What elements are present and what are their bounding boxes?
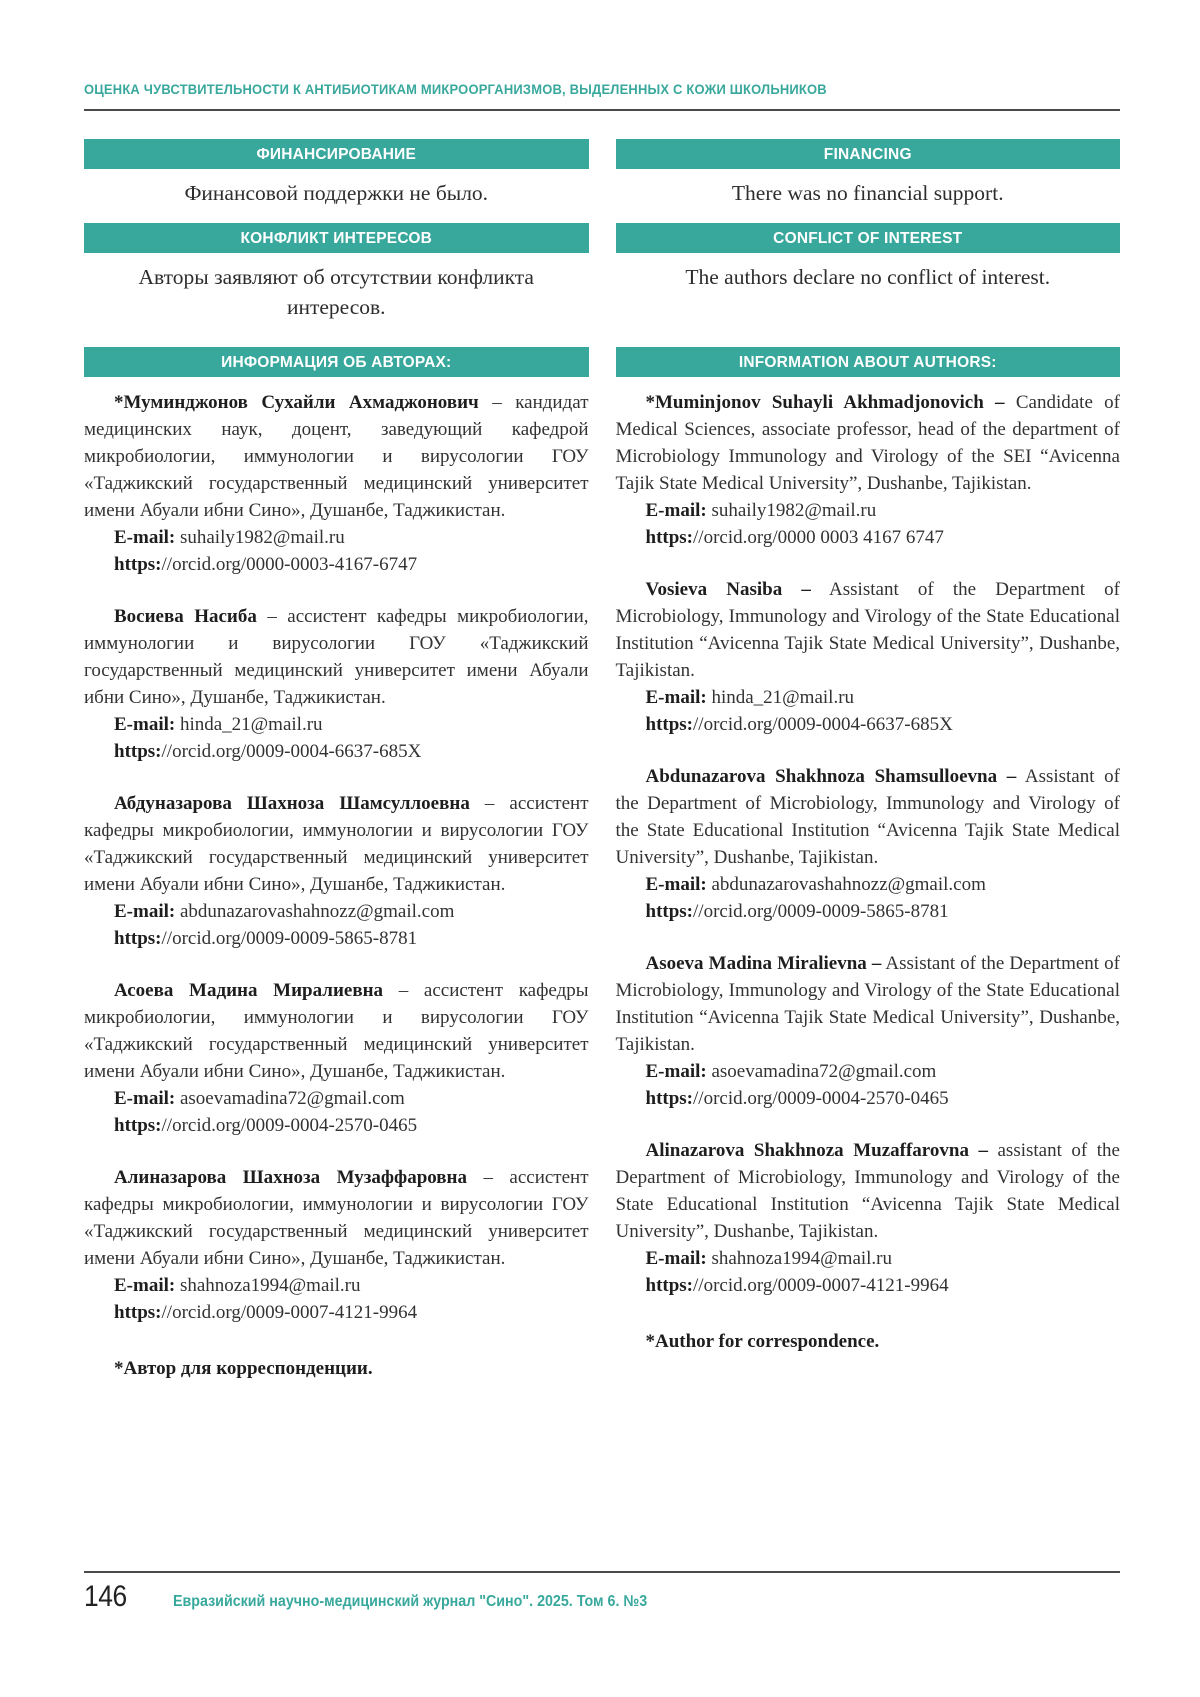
orcid-prefix: https: (114, 553, 162, 575)
author-name: Восиева Насиба (114, 605, 257, 627)
conflict-text-ru: Авторы заявляют об отсутствии конфликта интересов. (138, 264, 534, 320)
running-head: ОЦЕНКА ЧУВСТВИТЕЛЬНОСТИ К АНТИБИОТИКАМ МИКРООРГАНИЗМОВ, ВЫДЕЛЕННЫХ С КОЖИ ШКОЛЬНИКОВ (84, 82, 827, 97)
author-bio (84, 1164, 589, 1272)
author-bio (84, 389, 589, 524)
email-value: hinda_21@mail.ru (711, 686, 855, 708)
email-label: E-mail: (114, 1087, 176, 1109)
author-email-line (84, 1272, 589, 1299)
author-description: Assistant of the Department of Microbiology, Immunology and Virology of the State Educational Institution “Avicenna Tajik State Medical University”, Dushanbe, Tajikistan. (615, 765, 1120, 868)
author-description: – ассистент кафедры микробиологии, иммунологии и вирусологии ГОУ «Таджикский государственный медицинский университет имени Абуали ибни Сино», Душанбе, Таджикистан. (84, 605, 589, 708)
orcid-prefix: https: (645, 900, 694, 922)
email-value: hinda_21@mail.ru (179, 713, 323, 735)
email-label: E-mail: (114, 1274, 176, 1296)
author-bio (84, 603, 589, 711)
orcid-prefix: https: (114, 740, 162, 762)
orcid-prefix: https: (645, 713, 694, 735)
orcid-prefix: https: (645, 526, 694, 548)
authors-header-ru: ИНФОРМАЦИЯ ОБ АВТОРАХ: (84, 347, 589, 377)
author-orcid-line (84, 1299, 589, 1326)
orcid-value: //orcid.org/0009-0007-4121-9964 (161, 1301, 418, 1323)
financing-text-en: There was no financial support. (731, 181, 1004, 205)
orcid-prefix: https: (645, 1274, 694, 1296)
email-label: E-mail: (645, 873, 707, 895)
orcid-value: //orcid.org/0009-0009-5865-8781 (161, 927, 418, 949)
author-bio (616, 1137, 1121, 1245)
orcid-value: //orcid.org/0009-0009-5865-8781 (693, 900, 949, 922)
author-orcid-line (84, 551, 589, 578)
conflict-header-en: CONFLICT OF INTEREST (616, 223, 1121, 253)
author-bio (616, 763, 1121, 871)
author-description: Assistant of the Department of Microbiology, Immunology and Virology of the State Educational Institution “Avicenna Tajik State Medical University”, Dushanbe, Tajikistan. (615, 952, 1120, 1055)
authors-list-en (616, 389, 1121, 1299)
journal-title: Евразийский научно-медицинский журнал "Сино". 2025. Том 6. №3 (172, 1593, 647, 1610)
authors-header-en: INFORMATION ABOUT AUTHORS: (616, 347, 1121, 377)
orcid-prefix: https: (114, 1114, 162, 1136)
email-value: shahnoza1994@mail.ru (179, 1274, 361, 1296)
footer-divider (84, 1571, 1120, 1573)
conflict-header-ru: КОНФЛИКТ ИНТЕРЕСОВ (84, 223, 589, 253)
author-email-line (616, 1058, 1121, 1085)
orcid-value: //orcid.org/0009-0004-2570-0465 (693, 1087, 949, 1109)
author-entry (84, 790, 589, 952)
orcid-value: //orcid.org/0009-0004-6637-685X (161, 740, 422, 762)
author-name: Абдуназарова Шахноза Шамсуллоевна (114, 792, 470, 814)
author-entry (616, 763, 1121, 925)
financing-text-ru: Финансовой поддержки не было. (184, 181, 489, 205)
orcid-value: //orcid.org/0009-0004-6637-685X (693, 713, 953, 735)
author-name: Asoeva Madina Miralievna – (645, 952, 882, 974)
email-value: suhaily1982@mail.ru (179, 526, 345, 548)
email-value: abdunazarovashahnozz@gmail.com (711, 873, 986, 895)
authors-column-en (616, 377, 1121, 1382)
author-email-line (616, 871, 1121, 898)
orcid-prefix: https: (114, 1301, 162, 1323)
authors-column-ru (84, 377, 589, 1382)
author-description: Candidate of Medical Sciences, associate professor, head of the department of Microbiology Immunology and Virology of the SEI “Avicenna Tajik State Medical University”, Dushanbe, Tajikistan. (615, 391, 1121, 494)
author-description: – ассистент кафедры микробиологии, иммунологии и вирусологии ГОУ «Таджикский государственный медицинский университет имени Абуали ибни Сино», Душанбе, Таджикистан. (84, 979, 589, 1082)
email-label: E-mail: (645, 1247, 707, 1269)
email-label: E-mail: (114, 713, 176, 735)
author-entry (84, 977, 589, 1139)
email-value: asoevamadina72@gmail.com (711, 1060, 937, 1082)
author-bio (84, 790, 589, 898)
author-orcid-line (84, 1112, 589, 1139)
author-orcid-line (616, 1085, 1121, 1112)
financing-header-ru: ФИНАНСИРОВАНИЕ (84, 139, 589, 169)
author-entry (616, 389, 1121, 551)
author-bio (84, 977, 589, 1085)
author-entry (84, 389, 589, 578)
email-value: abdunazarovashahnozz@gmail.com (179, 900, 455, 922)
conflict-text-en: The authors declare no conflict of interest. (685, 264, 1051, 289)
author-description: – ассистент кафедры микробиологии, иммунологии и вирусологии ГОУ «Таджикский государственный медицинский университет имени Абуали ибни Сино», Душанбе, Таджикистан. (84, 792, 589, 895)
author-bio (616, 389, 1121, 497)
author-name: *Муминджонов Сухайли Ахмаджонович (114, 391, 479, 413)
author-email-line (616, 497, 1121, 524)
author-orcid-line (616, 1272, 1121, 1299)
email-label: E-mail: (645, 499, 707, 521)
author-bio (616, 950, 1121, 1058)
author-email-line (84, 898, 589, 925)
author-description: assistant of the Department of Microbiology, Immunology and Virology of the State Educational Institution “Avicenna Tajik State Medical University”, Dushanbe, Tajikistan. (615, 1139, 1120, 1242)
author-entry (616, 576, 1121, 738)
author-email-line (84, 524, 589, 551)
author-email-line (84, 711, 589, 738)
author-orcid-line (616, 711, 1121, 738)
email-label: E-mail: (114, 526, 176, 548)
email-value: shahnoza1994@mail.ru (711, 1247, 893, 1269)
author-bio (616, 576, 1121, 684)
author-name: Алиназарова Шахноза Музаффаровна (114, 1166, 468, 1188)
author-name: Abdunazarova Shakhnoza Shamsulloevna – (645, 765, 1017, 787)
correspondence-note-en: *Author for correspondence. (645, 1330, 880, 1352)
author-description: Assistant of the Department of Microbiology, Immunology and Virology of the State Educational Institution “Avicenna Tajik State Medical University”, Dushanbe, Tajikistan. (615, 578, 1120, 681)
author-entry (84, 1164, 589, 1326)
orcid-value: //orcid.org/0009-0004-2570-0465 (161, 1114, 418, 1136)
author-email-line (84, 1085, 589, 1112)
author-name: Alinazarova Shakhnoza Muzaffarovna – (645, 1139, 988, 1161)
orcid-prefix: https: (114, 927, 162, 949)
author-description: – кандидат медицинских наук, доцент, заведующий кафедрой микробиологии, иммунологии и вирусологии ГОУ «Таджикский государственный медицинский университет имени Абуали ибни Сино», Душанбе, Таджикистан. (84, 391, 589, 521)
email-label: E-mail: (114, 900, 176, 922)
author-entry (84, 603, 589, 765)
orcid-value: //orcid.org/0000-0003-4167-6747 (161, 553, 418, 575)
header-divider (84, 109, 1120, 111)
author-entry (616, 1137, 1121, 1299)
content-grid (84, 139, 1120, 1382)
author-orcid-line (616, 524, 1121, 551)
author-email-line (616, 684, 1121, 711)
author-name: Vosieva Nasiba – (645, 578, 811, 600)
author-entry (616, 950, 1121, 1112)
email-value: asoevamadina72@gmail.com (179, 1087, 405, 1109)
email-label: E-mail: (645, 686, 707, 708)
financing-header-en: FINANCING (616, 139, 1121, 169)
author-orcid-line (616, 898, 1121, 925)
email-value: suhaily1982@mail.ru (711, 499, 877, 521)
email-label: E-mail: (645, 1060, 707, 1082)
orcid-value: //orcid.org/0000 0003 4167 6747 (693, 526, 944, 548)
author-orcid-line (84, 925, 589, 952)
author-name: Асоева Мадина Миралиевна (114, 979, 384, 1001)
author-email-line (616, 1245, 1121, 1272)
authors-list-ru (84, 389, 589, 1326)
orcid-prefix: https: (645, 1087, 694, 1109)
page-footer (84, 1580, 1120, 1614)
author-orcid-line (84, 738, 589, 765)
author-description: – ассистент кафедры микробиологии, иммунологии и вирусологии ГОУ «Таджикский государственный медицинский университет имени Абуали ибни Сино», Душанбе, Таджикистан. (84, 1166, 589, 1269)
correspondence-note-ru: *Автор для корреспонденции. (114, 1357, 373, 1379)
orcid-value: //orcid.org/0009-0007-4121-9964 (693, 1274, 949, 1296)
author-name: *Muminjonov Suhayli Akhmadjonovich – (645, 391, 1005, 413)
page-number: 146 (84, 1580, 127, 1613)
